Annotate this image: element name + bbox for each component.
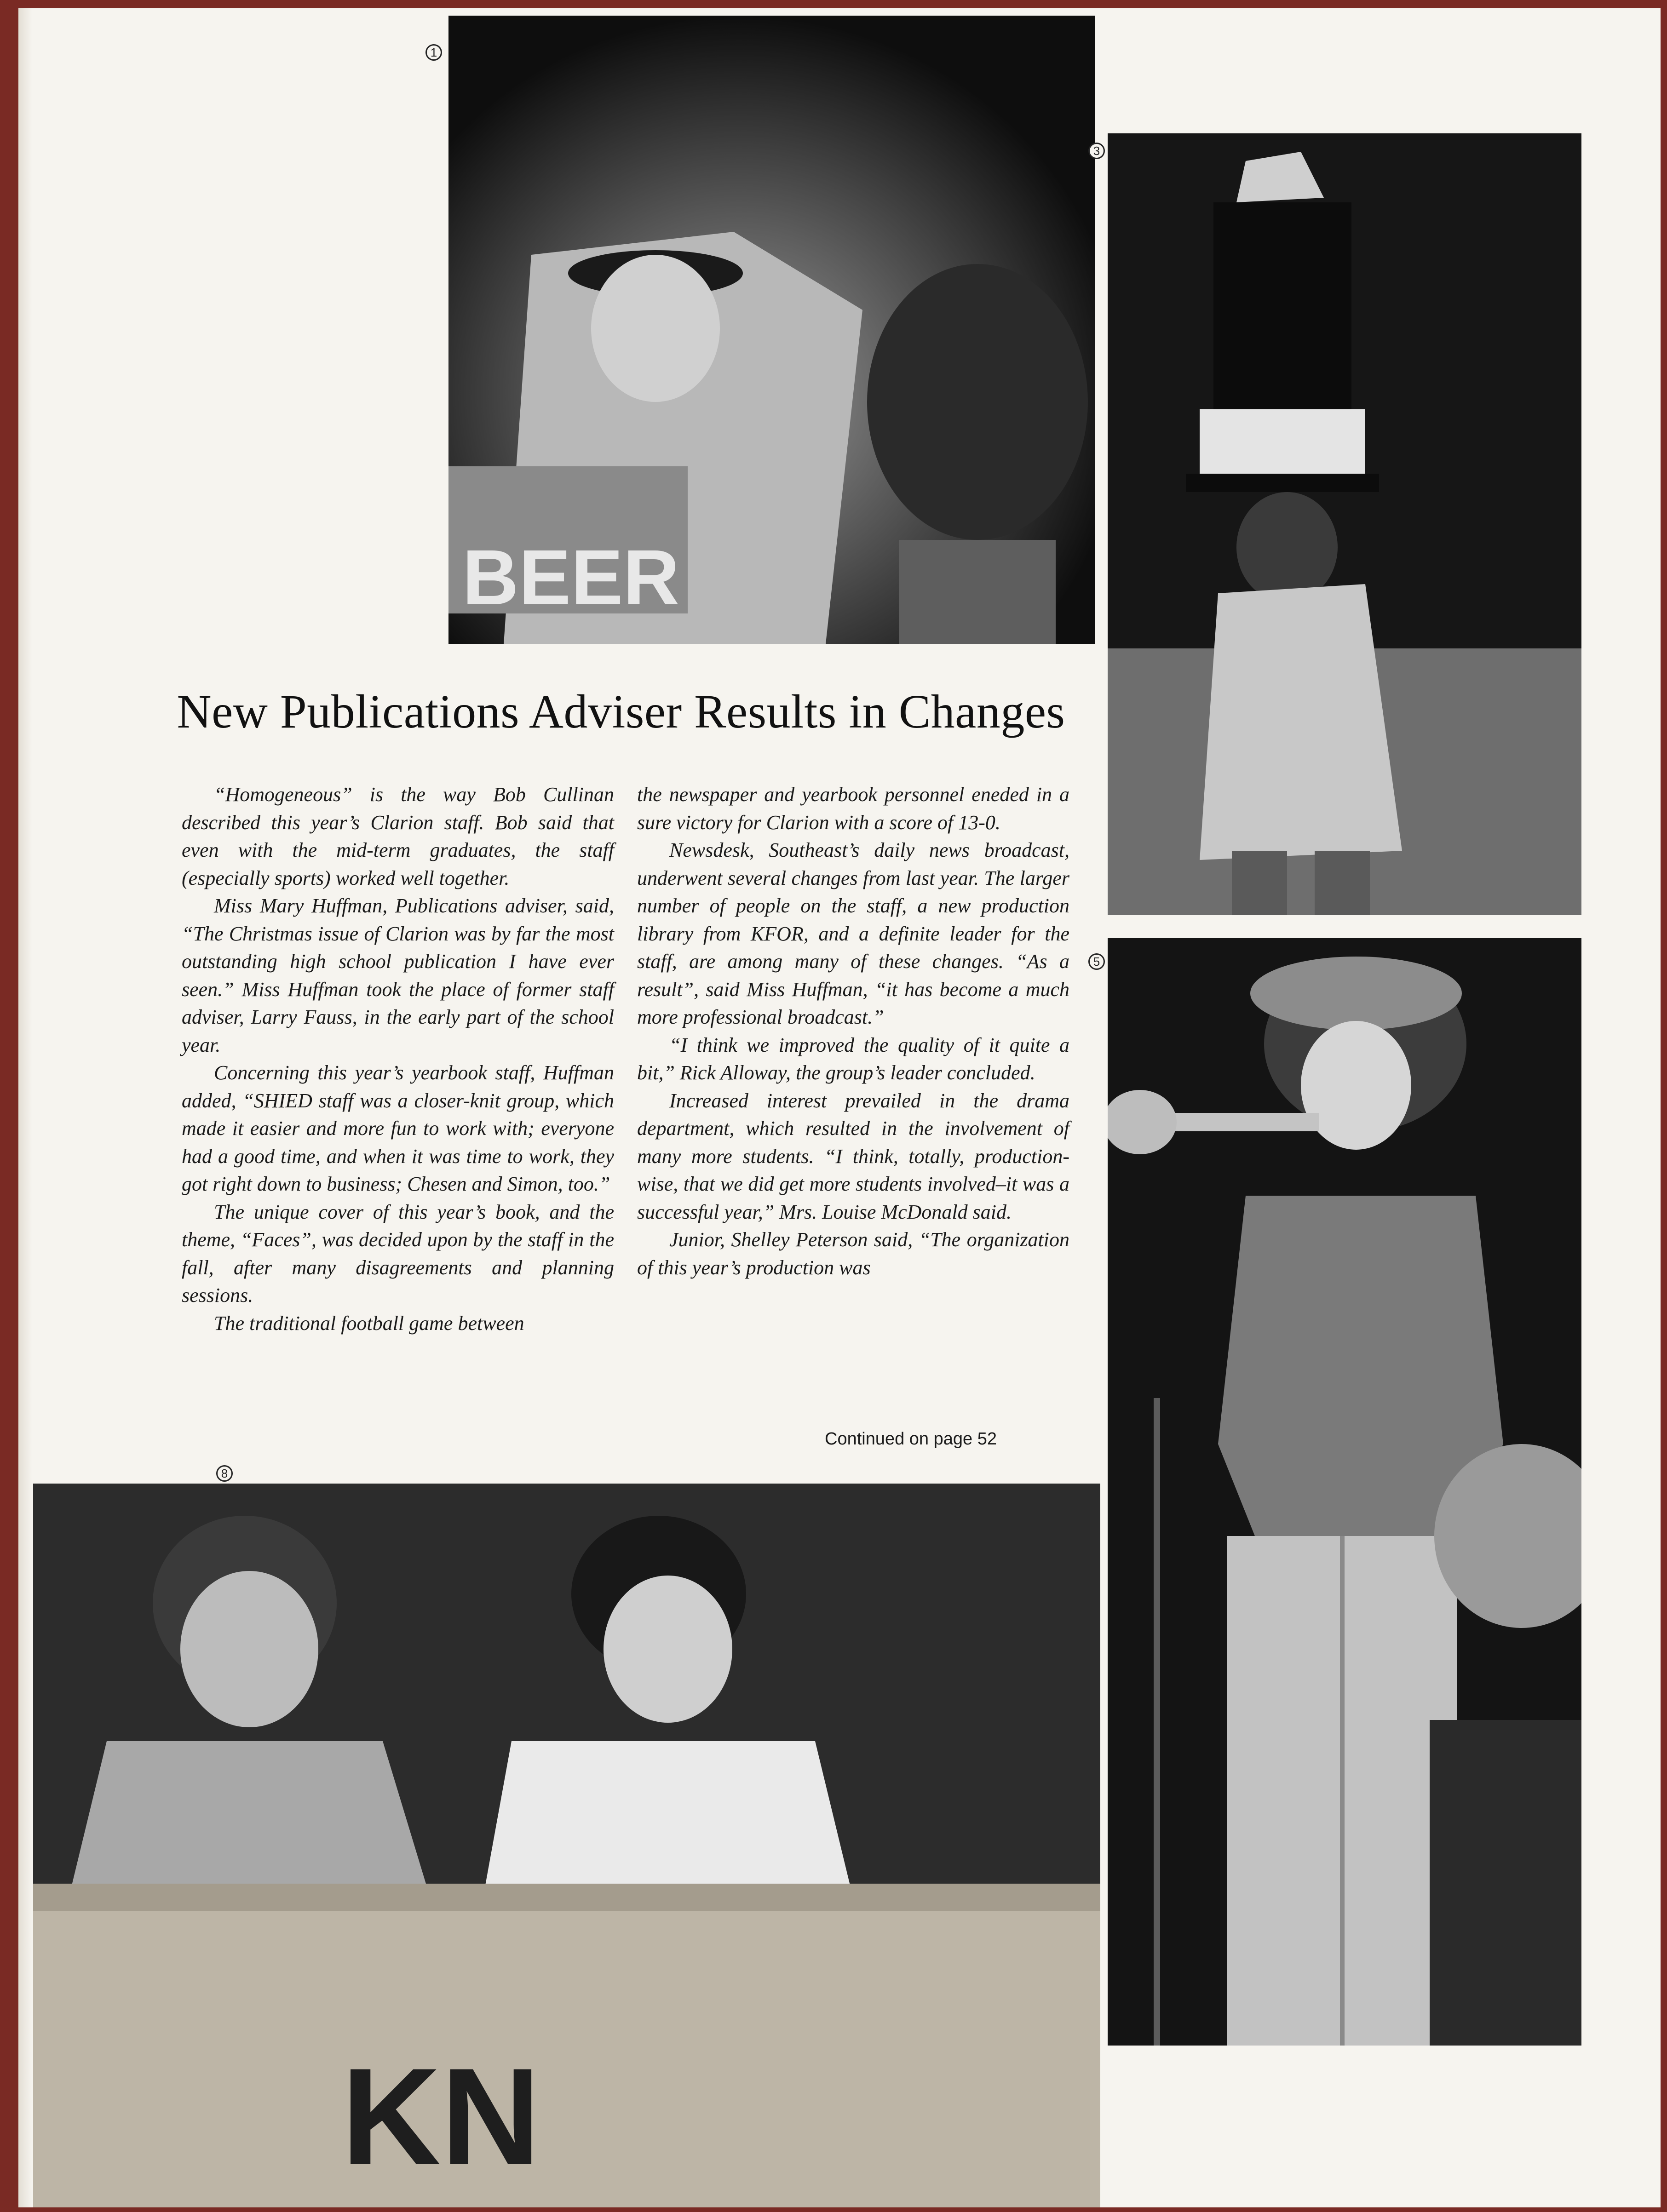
photo-beer-crate bbox=[448, 16, 1095, 644]
article-column-left bbox=[182, 781, 614, 1337]
photo-newsdesk-broadcast bbox=[33, 1484, 1100, 2207]
article-paragraph: Concerning this year’s yearbook staff, Huffman added, “SHIED staff was a closer-knit group, which made it easier and more fun to work with; everyone had a good time, and when it was time to work, they got right down to business; Chesen and Simon, too.” bbox=[182, 1061, 614, 1195]
svg-text:KN: KN bbox=[341, 2039, 541, 2194]
article-column-right bbox=[637, 781, 1069, 1282]
article-paragraph: The unique cover of this year’s book, and the theme, “Faces”, was decided upon by the staff in the fall, after many disagreements and planning sessions. bbox=[182, 1200, 614, 1307]
binding-edge bbox=[18, 8, 32, 2207]
photo-trumpet-player bbox=[1108, 938, 1581, 2046]
article-paragraph: Miss Mary Huffman, Publications adviser, said, “The Christmas issue of Clarion was by far the most outstanding high school publication I have ever seen.” Miss Huffman took the place of former staff adviser, Larry Fauss, in the early part of the school year. bbox=[182, 894, 614, 1056]
photo-number-8: 8 bbox=[216, 1465, 233, 1482]
article-paragraph: “Homogeneous” is the way Bob Cullinan described this year’s Clarion staff. Bob said that even with the mid-term graduates, the staff (especially sports) worked well together. bbox=[182, 783, 614, 889]
article-paragraph: “I think we improved the quality of it quite a bit,” Rick Alloway, the group’s leader concluded. bbox=[637, 1033, 1069, 1084]
article-paragraph: The traditional football game between bbox=[214, 1312, 524, 1335]
photo-number-5: 5 bbox=[1088, 953, 1105, 970]
photo-newsdesk-broadcast-image bbox=[33, 1484, 1100, 2207]
photo-trumpet-player-image bbox=[1108, 938, 1581, 2046]
photo-number-3: 3 bbox=[1088, 143, 1105, 159]
article-headline: New Publications Adviser Results in Changes bbox=[177, 685, 1065, 738]
photo-top-hat-figure-image bbox=[1108, 133, 1581, 915]
article-paragraph: Junior, Shelley Peterson said, “The organization of this year’s production was bbox=[637, 1228, 1069, 1279]
photo-top-hat-figure bbox=[1108, 133, 1581, 915]
article-paragraph: Newsdesk, Southeast’s daily news broadcast, underwent several changes from last year. The larger number of people on the staff, a new production library from KFOR, and a definite leader for the staff, are among many of these changes. “As a result”, said Miss Huffman, “it has become a much more professional broadcast.” bbox=[637, 839, 1069, 1028]
article-paragraph: Increased interest prevailed in the drama department, which resulted in the involvement of many more students. “I think, totally, production-wise, that we did get more students involved–it was a successful year,” Mrs. Louise McDonald said. bbox=[637, 1089, 1069, 1223]
svg-text:BEER: BEER bbox=[462, 534, 680, 621]
continued-note: Continued on page 52 bbox=[825, 1429, 997, 1449]
photo-number-1: 1 bbox=[425, 44, 442, 61]
article-paragraph: the newspaper and yearbook personnel eneded in a sure victory for Clarion with a score of 13-0. bbox=[637, 783, 1069, 834]
yearbook-page bbox=[18, 8, 1661, 2207]
photo-beer-crate-image bbox=[448, 16, 1095, 644]
